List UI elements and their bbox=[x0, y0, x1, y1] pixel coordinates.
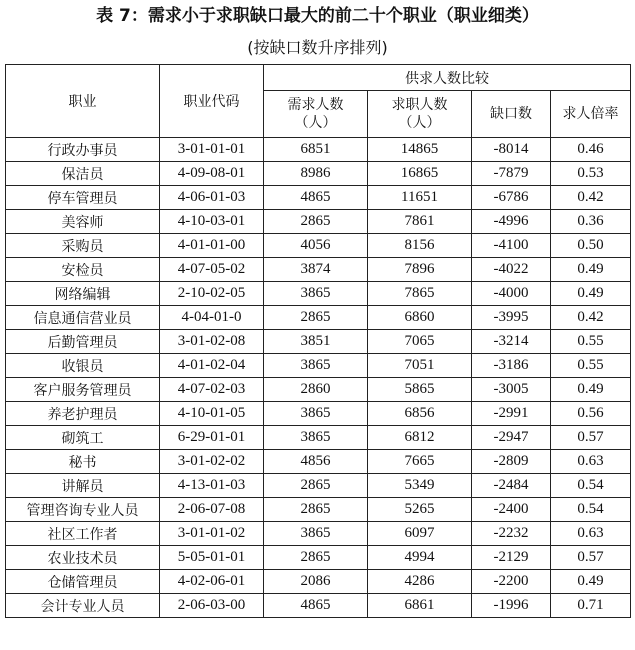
header-occupation: 职业 bbox=[6, 65, 160, 138]
cell-occupation: 网络编辑 bbox=[6, 282, 160, 306]
cell-ratio: 0.49 bbox=[551, 258, 631, 282]
cell-gap: -8014 bbox=[472, 138, 551, 162]
cell-code: 4-06-01-03 bbox=[160, 186, 264, 210]
table-row bbox=[6, 498, 631, 522]
cell-code: 4-10-03-01 bbox=[160, 210, 264, 234]
cell-occupation: 管理咨询专业人员 bbox=[6, 498, 160, 522]
table-row bbox=[6, 378, 631, 402]
cell-ratio: 0.42 bbox=[551, 306, 631, 330]
cell-code: 2-06-03-00 bbox=[160, 594, 264, 618]
table-row bbox=[6, 210, 631, 234]
cell-occupation: 行政办事员 bbox=[6, 138, 160, 162]
cell-gap: -2484 bbox=[472, 474, 551, 498]
cell-seekers: 7896 bbox=[368, 258, 472, 282]
cell-code: 6-29-01-01 bbox=[160, 426, 264, 450]
cell-ratio: 0.56 bbox=[551, 402, 631, 426]
cell-occupation: 美容师 bbox=[6, 210, 160, 234]
cell-seekers: 8156 bbox=[368, 234, 472, 258]
cell-seekers: 5349 bbox=[368, 474, 472, 498]
table-row bbox=[6, 570, 631, 594]
table-row bbox=[6, 282, 631, 306]
cell-demand: 3865 bbox=[264, 522, 368, 546]
cell-occupation: 秘书 bbox=[6, 450, 160, 474]
cell-demand: 3865 bbox=[264, 282, 368, 306]
cell-code: 4-01-01-00 bbox=[160, 234, 264, 258]
cell-demand: 4856 bbox=[264, 450, 368, 474]
cell-gap: -2232 bbox=[472, 522, 551, 546]
cell-ratio: 0.36 bbox=[551, 210, 631, 234]
cell-code: 4-02-06-01 bbox=[160, 570, 264, 594]
cell-occupation: 保洁员 bbox=[6, 162, 160, 186]
cell-code: 3-01-01-01 bbox=[160, 138, 264, 162]
cell-occupation: 社区工作者 bbox=[6, 522, 160, 546]
cell-demand: 2865 bbox=[264, 306, 368, 330]
header-gap: 缺口数 bbox=[472, 91, 551, 138]
table-row bbox=[6, 474, 631, 498]
cell-gap: -2809 bbox=[472, 450, 551, 474]
cell-ratio: 0.57 bbox=[551, 426, 631, 450]
cell-gap: -2400 bbox=[472, 498, 551, 522]
header-ratio: 求人倍率 bbox=[551, 91, 631, 138]
cell-ratio: 0.42 bbox=[551, 186, 631, 210]
cell-seekers: 14865 bbox=[368, 138, 472, 162]
table-row bbox=[6, 162, 631, 186]
cell-seekers: 5265 bbox=[368, 498, 472, 522]
cell-occupation: 采购员 bbox=[6, 234, 160, 258]
cell-gap: -4000 bbox=[472, 282, 551, 306]
cell-ratio: 0.49 bbox=[551, 378, 631, 402]
table-title: 表 7：需求小于求职缺口最大的前二十个职业（职业细类） bbox=[96, 6, 539, 26]
cell-ratio: 0.57 bbox=[551, 546, 631, 570]
cell-gap: -1996 bbox=[472, 594, 551, 618]
occupation-gap-table bbox=[5, 64, 631, 618]
cell-occupation: 会计专业人员 bbox=[6, 594, 160, 618]
cell-seekers: 6856 bbox=[368, 402, 472, 426]
cell-ratio: 0.63 bbox=[551, 450, 631, 474]
cell-demand: 4865 bbox=[264, 594, 368, 618]
cell-demand: 8986 bbox=[264, 162, 368, 186]
table-row bbox=[6, 594, 631, 618]
cell-gap: -4100 bbox=[472, 234, 551, 258]
cell-demand: 3865 bbox=[264, 402, 368, 426]
cell-seekers: 16865 bbox=[368, 162, 472, 186]
cell-demand: 2865 bbox=[264, 498, 368, 522]
cell-occupation: 讲解员 bbox=[6, 474, 160, 498]
cell-code: 5-05-01-01 bbox=[160, 546, 264, 570]
cell-seekers: 7861 bbox=[368, 210, 472, 234]
cell-occupation: 信息通信营业员 bbox=[6, 306, 160, 330]
cell-seekers: 6097 bbox=[368, 522, 472, 546]
table-row bbox=[6, 450, 631, 474]
cell-occupation: 收银员 bbox=[6, 354, 160, 378]
cell-seekers: 7065 bbox=[368, 330, 472, 354]
cell-gap: -4996 bbox=[472, 210, 551, 234]
cell-ratio: 0.63 bbox=[551, 522, 631, 546]
cell-code: 4-10-01-05 bbox=[160, 402, 264, 426]
cell-seekers: 11651 bbox=[368, 186, 472, 210]
cell-occupation: 农业技术员 bbox=[6, 546, 160, 570]
cell-code: 3-01-02-08 bbox=[160, 330, 264, 354]
cell-ratio: 0.46 bbox=[551, 138, 631, 162]
header-code: 职业代码 bbox=[160, 65, 264, 138]
cell-code: 2-10-02-05 bbox=[160, 282, 264, 306]
cell-occupation: 仓储管理员 bbox=[6, 570, 160, 594]
cell-gap: -3186 bbox=[472, 354, 551, 378]
table-row bbox=[6, 426, 631, 450]
cell-gap: -7879 bbox=[472, 162, 551, 186]
table-row bbox=[6, 138, 631, 162]
cell-gap: -2991 bbox=[472, 402, 551, 426]
cell-ratio: 0.53 bbox=[551, 162, 631, 186]
table-row bbox=[6, 306, 631, 330]
table-row bbox=[6, 186, 631, 210]
cell-gap: -6786 bbox=[472, 186, 551, 210]
cell-occupation: 安检员 bbox=[6, 258, 160, 282]
cell-seekers: 7665 bbox=[368, 450, 472, 474]
cell-gap: -3214 bbox=[472, 330, 551, 354]
cell-demand: 3874 bbox=[264, 258, 368, 282]
cell-code: 2-06-07-08 bbox=[160, 498, 264, 522]
table-row bbox=[6, 546, 631, 570]
cell-code: 4-09-08-01 bbox=[160, 162, 264, 186]
cell-gap: -4022 bbox=[472, 258, 551, 282]
cell-seekers: 5865 bbox=[368, 378, 472, 402]
cell-seekers: 6860 bbox=[368, 306, 472, 330]
cell-seekers: 7051 bbox=[368, 354, 472, 378]
cell-ratio: 0.55 bbox=[551, 354, 631, 378]
cell-ratio: 0.71 bbox=[551, 594, 631, 618]
cell-seekers: 6812 bbox=[368, 426, 472, 450]
table-body bbox=[6, 138, 631, 618]
cell-seekers: 6861 bbox=[368, 594, 472, 618]
header-seekers: 求职人数 （人） bbox=[368, 91, 472, 138]
cell-ratio: 0.55 bbox=[551, 330, 631, 354]
cell-occupation: 砌筑工 bbox=[6, 426, 160, 450]
table-row bbox=[6, 258, 631, 282]
cell-code: 4-04-01-0 bbox=[160, 306, 264, 330]
cell-ratio: 0.54 bbox=[551, 474, 631, 498]
cell-code: 3-01-01-02 bbox=[160, 522, 264, 546]
header-group: 供求人数比较 bbox=[264, 65, 631, 91]
cell-gap: -3995 bbox=[472, 306, 551, 330]
cell-occupation: 养老护理员 bbox=[6, 402, 160, 426]
cell-code: 3-01-02-02 bbox=[160, 450, 264, 474]
cell-demand: 2865 bbox=[264, 546, 368, 570]
cell-ratio: 0.49 bbox=[551, 282, 631, 306]
cell-demand: 2860 bbox=[264, 378, 368, 402]
cell-demand: 3865 bbox=[264, 426, 368, 450]
cell-gap: -2947 bbox=[472, 426, 551, 450]
cell-demand: 3865 bbox=[264, 354, 368, 378]
table-row bbox=[6, 354, 631, 378]
cell-demand: 4865 bbox=[264, 186, 368, 210]
table-row bbox=[6, 522, 631, 546]
cell-seekers: 4286 bbox=[368, 570, 472, 594]
cell-occupation: 后勤管理员 bbox=[6, 330, 160, 354]
table-subtitle: (按缺口数升序排列) bbox=[247, 38, 388, 57]
cell-demand: 2865 bbox=[264, 474, 368, 498]
cell-gap: -3005 bbox=[472, 378, 551, 402]
cell-gap: -2129 bbox=[472, 546, 551, 570]
cell-ratio: 0.54 bbox=[551, 498, 631, 522]
cell-seekers: 7865 bbox=[368, 282, 472, 306]
table-row bbox=[6, 234, 631, 258]
cell-code: 4-07-05-02 bbox=[160, 258, 264, 282]
cell-demand: 3851 bbox=[264, 330, 368, 354]
cell-ratio: 0.49 bbox=[551, 570, 631, 594]
cell-occupation: 客户服务管理员 bbox=[6, 378, 160, 402]
cell-demand: 2086 bbox=[264, 570, 368, 594]
cell-demand: 6851 bbox=[264, 138, 368, 162]
table-row bbox=[6, 330, 631, 354]
cell-demand: 2865 bbox=[264, 210, 368, 234]
cell-gap: -2200 bbox=[472, 570, 551, 594]
cell-ratio: 0.50 bbox=[551, 234, 631, 258]
table-row bbox=[6, 402, 631, 426]
cell-code: 4-13-01-03 bbox=[160, 474, 264, 498]
cell-demand: 4056 bbox=[264, 234, 368, 258]
header-demand: 需求人数 （人） bbox=[264, 91, 368, 138]
cell-occupation: 停车管理员 bbox=[6, 186, 160, 210]
cell-code: 4-01-02-04 bbox=[160, 354, 264, 378]
cell-seekers: 4994 bbox=[368, 546, 472, 570]
cell-code: 4-07-02-03 bbox=[160, 378, 264, 402]
